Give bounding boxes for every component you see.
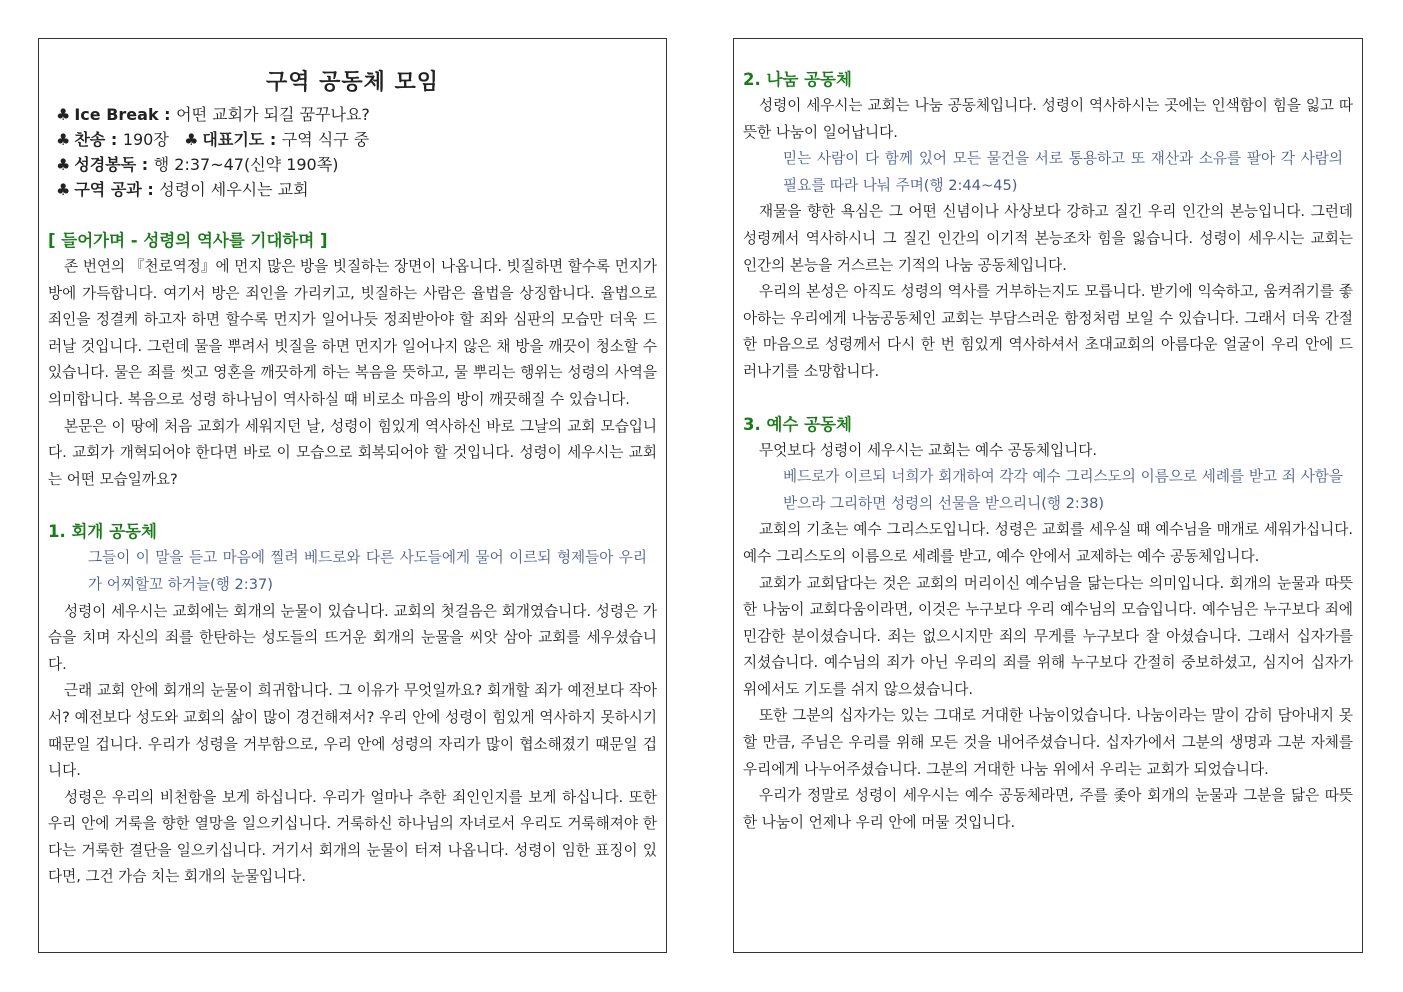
- intro-heading: [ 들어가며 - 성령의 역사를 기대하며 ]: [48, 231, 328, 250]
- section-heading-repentance: 1. 회개 공동체: [48, 522, 157, 542]
- club-icon: ♣: [56, 155, 71, 174]
- section-paragraph: 우리의 본성은 아직도 성령의 역사를 거부하는지도 모릅니다. 받기에 익숙하고, 움켜쥐기를 좋아하는 우리에게 나눔공동체인 교회는 부담스러운 함정처럼 보일 수 있습니다. 그래서 더욱 간절한 마음으로 성령께서 다시 한 번 힘있게 역사하셔서 초대교회의 아름다운 얼굴이 우리 안에 드러나기를 소망합니다.: [743, 283, 1353, 380]
- info-value: 행 2:37~47(신약 190쪽): [153, 155, 339, 174]
- info-value: 구역 식구 중: [281, 130, 370, 149]
- section-paragraph: 성령은 우리의 비천함을 보게 하십니다. 우리가 얼마나 추한 죄인인지를 보게 하십니다. 또한 우리 안에 거룩을 향한 열망을 일으키십니다. 거룩하신 하나님의 자녀로서 우리도 거룩해져야 한다는 거룩한 결단을 일으키십니다. 거기서 회개의 눈물이 터져 나옵니다. 성령이 임한 표징이 있다면, 그건 가슴 치는 회개의 눈물입니다.: [48, 788, 657, 886]
- info-label: 대표기도: [202, 130, 265, 149]
- section-paragraph: 교회의 기초는 예수 그리스도입니다. 성령은 교회를 세우실 때 예수님을 매개로 세워가십니다. 예수 그리스도의 이름으로 세례를 받고, 예수 안에서 교제하는 예수 공동체입니다.: [743, 521, 1353, 565]
- section-heading-jesus: 3. 예수 공동체: [743, 414, 852, 434]
- club-icon: ♣: [184, 130, 199, 149]
- scripture-quote: 베드로가 이르되 너희가 회개하여 각각 예수 그리스도의 이름으로 세례를 받고 죄 사함을 받으라 그리하면 성령의 선물을 받으리니(행 2:38): [783, 468, 1343, 512]
- info-label: Ice Break: [74, 105, 159, 124]
- right-page: [733, 38, 1363, 953]
- info-ice-break: ♣ Ice Break : 어떤 교회가 되길 꿈꾸나요?: [56, 105, 370, 124]
- scripture-quote: 그들이 이 말을 듣고 마음에 찔려 베드로와 다른 사도들에게 물어 이르되 형제들아 우리가 어찌할꼬 하거늘(행 2:37): [88, 549, 647, 593]
- info-label: 찬송: [74, 130, 106, 149]
- info-label: 성경봉독: [74, 155, 137, 174]
- info-value: 성령이 세우시는 교회: [159, 180, 309, 199]
- page-title: 구역 공동체 모임: [265, 70, 440, 95]
- info-label: 구역 공과: [74, 180, 142, 199]
- section-paragraph: 성령이 세우시는 교회에는 회개의 눈물이 있습니다. 교회의 첫걸음은 회개였습니다. 성령은 가슴을 치며 자신의 죄를 한탄하는 성도들의 뜨거운 회개의 눈물을 씨앗 삼아 교회를 세우셨습니다.: [48, 602, 657, 673]
- section-paragraph: 재물을 향한 욕심은 그 어떤 신념이나 사상보다 강하고 질긴 우리 인간의 본능입니다. 그런데 성령께서 역사하시니 그 질긴 인간의 이기적 본능조차 힘을 잃습니다. 성령이 세우시는 교회는 인간의 본능을 거스르는 기적의 나눔 공동체입니다.: [743, 203, 1353, 274]
- left-page: [38, 38, 667, 953]
- section-heading-sharing: 2. 나눔 공동체: [743, 70, 852, 89]
- club-icon: ♣: [56, 105, 71, 124]
- club-icon: ♣: [56, 180, 71, 199]
- right-page-content: [743, 67, 1353, 836]
- section-paragraph: 성령이 세우시는 교회는 나눔 공동체입니다. 성령이 역사하시는 곳에는 인색함이 힘을 잃고 따뜻한 나눔이 일어납니다.: [743, 97, 1353, 141]
- section-paragraph: 교회가 교회답다는 것은 교회의 머리이신 예수님을 닮는다는 의미입니다. 회개의 눈물과 따뜻한 나눔이 교회다움이라면, 이것은 누구보다 우리 예수님의 모습입니다. 예수님은 누구보다 죄에 민감한 분이셨습니다. 죄는 없으시지만 죄의 무게를 누구보다 잘 아셨습니다. 그래서 십자가를 지셨습니다. 예수님의 죄가 아닌 우리의 죄를 위해 누구보다 간절히 중보하셨고, 심지어 십자가 위에서도 기도를 쉬지 않으셨습니다.: [743, 574, 1353, 698]
- club-icon: ♣: [56, 130, 71, 149]
- info-hymn-prayer: ♣ 찬송 : 190장 ♣ 대표기도 : 구역 식구 중: [56, 130, 370, 149]
- info-scripture: ♣ 성경봉독 : 행 2:37~47(신약 190쪽): [56, 155, 339, 174]
- intro-paragraph: 본문은 이 땅에 처음 교회가 세워지던 날, 성령이 힘있게 역사하신 바로 그날의 교회 모습입니다. 교회가 개혁되어야 한다면 바로 이 모습으로 회복되어야 할 것입니다. 성령이 세우시는 교회는 어떤 모습일까요?: [48, 417, 657, 488]
- scripture-quote: 믿는 사람이 다 함께 있어 모든 물건을 서로 통용하고 또 재산과 소유를 팔아 각 사람의 필요를 따라 나눠 주며(행 2:44~45): [783, 150, 1343, 194]
- info-lesson: ♣ 구역 공과 : 성령이 세우시는 교회: [56, 180, 309, 199]
- section-paragraph: 근래 교회 안에 회개의 눈물이 희귀합니다. 그 이유가 무엇일까요? 회개할 죄가 예전보다 작아서? 예전보다 성도와 교회의 삶이 많이 경건해져서? 우리 안에 성령이 힘있게 역사하지 못하시기 때문일 겁니다. 우리가 성령을 거부함으로, 우리 안에 성령의 자리가 많이 협소해졌기 때문일 겁니다.: [48, 682, 657, 780]
- left-page-content: [48, 39, 657, 891]
- intro-paragraph: 존 번연의 『천로역정』에 먼지 많은 방을 빗질하는 장면이 나옵니다. 빗질하면 할수록 먼지가 방에 가득합니다. 여기서 방은 죄인을 가리키고, 빗질하는 사람은 율법을 상징합니다. 율법으로 죄인을 정결케 하고자 하면 할수록 먼지가 일어나듯 정죄받아야 할 죄와 심판의 모습만 더욱 드러날 것입니다. 그런데 물을 뿌려서 빗질을 하면 먼지가 일어나지 않은 채 방을 깨끗이 청소할 수 있습니다. 물은 죄를 씻고 영혼을 깨끗하게 하는 복음을 뜻하고, 물 뿌리는 행위는 성령의 사역을 의미합니다. 복음으로 성령 하나님이 역사하실 때 비로소 마음의 방이 깨끗해질 수 있습니다.: [48, 258, 657, 408]
- section-paragraph: 또한 그분의 십자가는 있는 그대로 거대한 나눔이었습니다. 나눔이라는 말이 감히 담아내지 못할 만큼, 주님은 우리를 위해 모든 것을 내어주셨습니다. 십자가에서 그분의 생명과 그분 자체를 우리에게 나누어주셨습니다. 그분의 거대한 나눔 위에서 우리는 교회가 되었습니다.: [743, 707, 1353, 778]
- section-paragraph: 우리가 정말로 성령이 세우시는 예수 공동체라면, 주를 좇아 회개의 눈물과 그분을 닮은 따뜻한 나눔이 언제나 우리 안에 머물 것입니다.: [743, 787, 1353, 831]
- info-value: 어떤 교회가 되길 꿈꾸나요?: [176, 105, 370, 124]
- section-paragraph: 무엇보다 성령이 세우시는 교회는 예수 공동체입니다.: [759, 441, 1098, 459]
- info-value: 190장: [122, 130, 169, 149]
